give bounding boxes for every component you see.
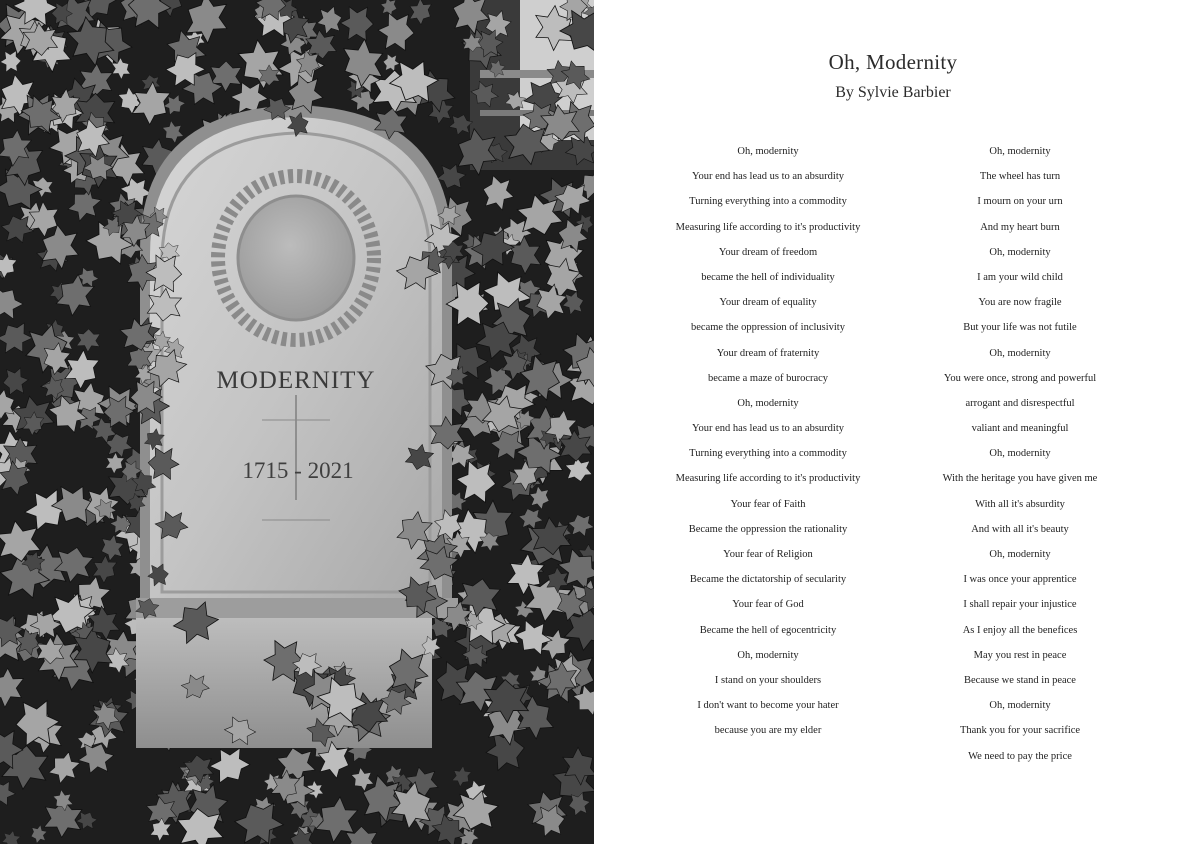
poem-line: became a maze of burocracy — [707, 372, 829, 384]
poem-line: I don't want to become your hater — [697, 700, 839, 712]
poem-title: Oh, Modernity — [828, 50, 958, 74]
poem-line: Became the oppression the rationality — [688, 523, 848, 535]
poem-line: Your fear of God — [732, 599, 804, 611]
poem-line: You were once, strong and powerful — [943, 372, 1097, 384]
poem-line: And with all it's beauty — [971, 523, 1069, 535]
poem-line: Your end has lead us to an absurdity — [691, 171, 845, 183]
poem-line: Oh, modernity — [737, 397, 799, 409]
poem-page — [594, 0, 1192, 844]
poem-line: I am your wild child — [977, 271, 1063, 283]
poem-line: Your fear of Faith — [730, 498, 806, 510]
poem-line: May you rest in peace — [973, 649, 1067, 661]
poem-line: because you are my elder — [714, 725, 822, 737]
poem-line: Oh, modernity — [737, 649, 799, 661]
poem-line: Your dream of equality — [719, 297, 817, 309]
poem-line: Your dream of fraternity — [716, 347, 820, 359]
poem-line: With all it's absurdity — [975, 498, 1065, 510]
poem-line: The wheel has turn — [979, 171, 1061, 183]
poem-line: valiant and meaningful — [971, 423, 1069, 435]
poem-line: Oh, modernity — [989, 246, 1051, 258]
poem-line: Oh, modernity — [989, 448, 1051, 460]
headstone — [136, 105, 458, 748]
poem-line: But your life was not futile — [963, 322, 1077, 334]
headstone-photo — [0, 0, 594, 844]
poem-line: I mourn on your urn — [977, 196, 1063, 208]
poem-line: We need to pay the price — [968, 750, 1072, 762]
poem-line: Became the hell of egocentricity — [699, 624, 837, 636]
poem-line: And my heart burn — [980, 221, 1060, 233]
poem-line: became the oppression of inclusivity — [691, 322, 845, 334]
poem-line: Turning everything into a commodity — [689, 196, 847, 208]
headstone-dates: 1715 - 2021 — [242, 458, 354, 483]
poem-line: became the hell of individuality — [701, 271, 835, 283]
poem-author: By Sylvie Barbier — [835, 84, 951, 101]
poem-column-left — [630, 144, 906, 749]
poem-line: I shall repair your injustice — [963, 599, 1077, 611]
headstone-name: MODERNITY — [216, 367, 376, 394]
poem-line: Measuring life according to it's productivity — [675, 473, 861, 485]
poem-line: Oh, modernity — [989, 700, 1051, 712]
poem-line: With the heritage you have given me — [942, 473, 1098, 485]
poem-line: Oh, modernity — [989, 146, 1051, 157]
poem-line: I was once your apprentice — [963, 574, 1077, 586]
poem-line: Became the dictatorship of secularity — [689, 574, 847, 586]
poem-line: Thank you for your sacrifice — [959, 725, 1081, 737]
poem-line: Oh, modernity — [737, 146, 799, 157]
poem-line: Oh, modernity — [989, 549, 1051, 560]
poem-line: As I enjoy all the benefices — [962, 624, 1078, 636]
poem-line: Because we stand in peace — [964, 674, 1076, 686]
poem-column-right — [890, 144, 1150, 774]
poem-line: Turning everything into a commodity — [689, 448, 847, 460]
poem-line: Oh, modernity — [989, 347, 1051, 359]
poem-line: Your dream of freedom — [718, 246, 818, 258]
poem-line: Measuring life according to it's productivity — [675, 221, 861, 233]
poem-line: I stand on your shoulders — [714, 674, 822, 686]
poem-line: You are now fragile — [978, 297, 1062, 309]
poem-line: Your fear of Religion — [723, 549, 813, 560]
poem-line: Your end has lead us to an absurdity — [691, 423, 845, 435]
poem-line: arrogant and disrespectful — [965, 397, 1075, 409]
